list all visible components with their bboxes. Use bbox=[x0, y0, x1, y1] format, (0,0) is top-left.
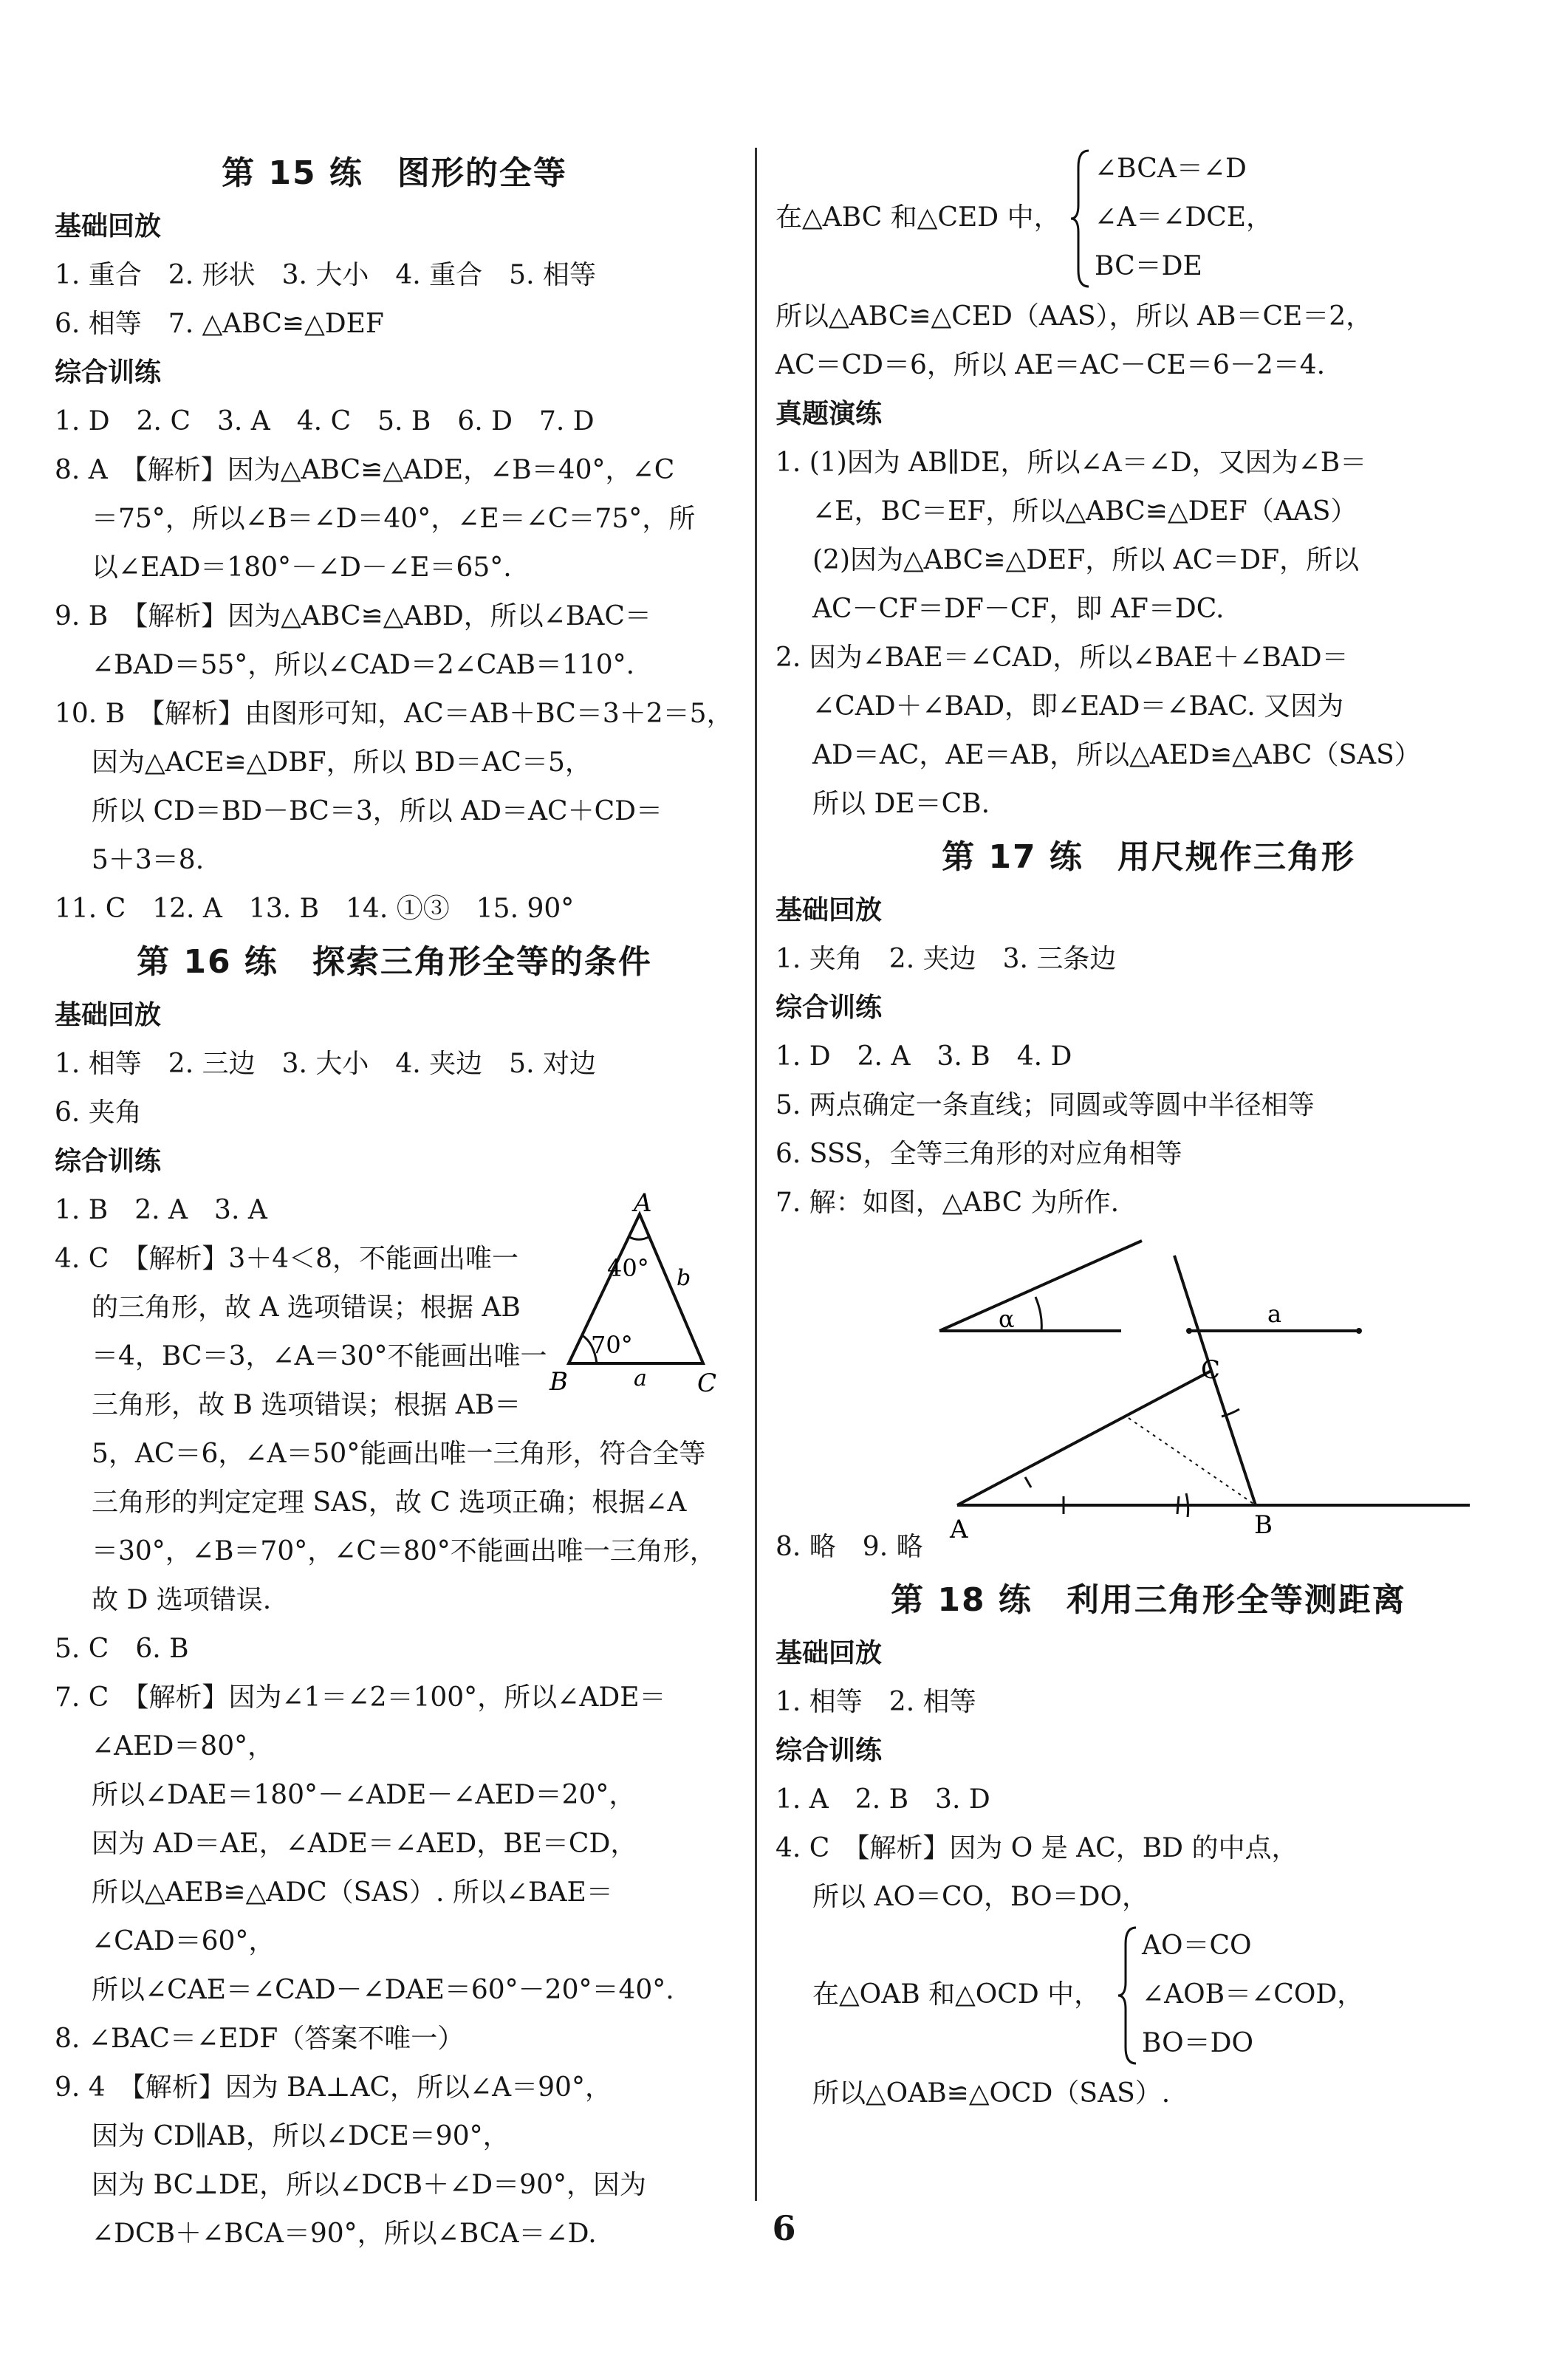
system-lead: 在△OAB 和△OCD 中， bbox=[812, 1979, 1101, 2010]
answer-line: AD＝AC，AE＝AB，所以△AED≌△ABC（SAS） bbox=[812, 740, 1421, 770]
answer-line: 以∠EAD＝180°－∠D－∠E＝65°. bbox=[92, 552, 512, 583]
answer-line: 所以 CD＝BD－BC＝3，所以 AD＝AC＋CD＝ bbox=[92, 796, 663, 826]
answer-line: 2. 因为∠BAE＝∠CAD，所以∠BAE＋∠BAD＝ bbox=[776, 643, 1349, 673]
system-item: ∠A＝∠DCE， bbox=[1095, 202, 1273, 233]
answer-line: ∠E，BC＝EF，所以△ABC≌△DEF（AAS） bbox=[812, 496, 1358, 527]
label-alpha: α bbox=[999, 1305, 1015, 1333]
comprehensive-heading: 综合训练 bbox=[55, 357, 162, 388]
answer-line: 1. (1)因为 AB∥DE，所以∠A＝∠D，又因为∠B＝ bbox=[776, 448, 1367, 478]
basic-review-heading: 基础回放 bbox=[776, 1638, 883, 1668]
equation-system bbox=[776, 145, 1521, 292]
label-angle-a: 40° bbox=[607, 1254, 649, 1282]
system-item: AO＝CO bbox=[1142, 1931, 1252, 1961]
brace-icon bbox=[1069, 145, 1092, 292]
label-vertex-c: C bbox=[1201, 1355, 1221, 1385]
segment-a-end bbox=[1186, 1328, 1192, 1334]
section-title-15: 第 15 练 图形的全等 bbox=[222, 154, 567, 192]
column-divider bbox=[755, 148, 757, 2201]
answer-line: (2)因为△ABC≌△DEF，所以 AC＝DF，所以 bbox=[812, 545, 1360, 575]
answer-line: ∠DCB＋∠BCA＝90°，所以∠BCA＝∠D. bbox=[92, 2219, 597, 2249]
answer-line: 7. C 【解析】因为∠1＝∠2＝100°，所以∠ADE＝ bbox=[55, 1682, 666, 1713]
angle-arc-alpha bbox=[1035, 1297, 1041, 1331]
construction-figure bbox=[776, 1227, 1521, 1544]
basic-review-heading: 基础回放 bbox=[776, 895, 883, 925]
comprehensive-heading: 综合训练 bbox=[776, 993, 883, 1023]
dotted-line bbox=[1129, 1418, 1256, 1505]
answer-line: 故 D 选项错误. bbox=[92, 1585, 272, 1615]
answer-line: 所以 AO＝CO，BO＝DO， bbox=[812, 1882, 1149, 1912]
label-vertex-a: A bbox=[634, 1188, 652, 1218]
side-cb bbox=[1211, 1371, 1256, 1505]
section-title-17: 第 17 练 用尺规作三角形 bbox=[942, 838, 1355, 876]
answer-line: 4. C 【解析】3＋4＜8，不能画出唯一 bbox=[55, 1244, 519, 1274]
answer-line: ＝4，BC＝3，∠A＝30°不能画出唯一 bbox=[92, 1341, 547, 1371]
label-angle-b: 70° bbox=[591, 1331, 633, 1359]
basic-review-heading: 基础回放 bbox=[55, 211, 162, 242]
answer-line: 因为 CD∥AB，所以∠DCE＝90°， bbox=[92, 2121, 510, 2151]
answer-line: 三角形，故 B 选项错误；根据 AB＝ bbox=[92, 1390, 521, 1420]
label-side-a: a bbox=[634, 1366, 647, 1391]
answer-line: 9. B 【解析】因为△ABC≌△ABD，所以∠BAC＝ bbox=[55, 601, 651, 631]
system-items bbox=[1142, 1922, 1363, 2068]
comprehensive-heading: 综合训练 bbox=[55, 1146, 162, 1177]
brace-icon bbox=[1117, 1922, 1139, 2069]
side-ac bbox=[957, 1371, 1211, 1505]
answer-line: 11. C 12. A 13. B 14. ①③ 15. 90° bbox=[55, 894, 575, 924]
answer-line: 1. A 2. B 3. D bbox=[776, 1784, 990, 1815]
answer-line: 三角形的判定定理 SAS，故 C 选项正确；根据∠A bbox=[92, 1487, 687, 1518]
label-vertex-c: C bbox=[697, 1369, 717, 1398]
answer-line: 因为△ACE≌△DBF，所以 BD＝AC＝5， bbox=[92, 747, 592, 778]
right-column bbox=[776, 145, 1521, 2118]
answer-line: 因为 AD＝AE，∠ADE＝∠AED，BE＝CD， bbox=[92, 1829, 637, 1859]
answer-line: 9. 4 【解析】因为 BA⊥AC，所以∠A＝90°， bbox=[55, 2072, 612, 2103]
answer-line: 6. SSS，全等三角形的对应角相等 bbox=[776, 1139, 1182, 1169]
label-side-b: b bbox=[677, 1265, 691, 1291]
answer-line: 5，AC＝6，∠A＝50°能画出唯一三角形，符合全等 bbox=[92, 1439, 706, 1469]
answer-line: 1. 重合 2. 形状 3. 大小 4. 重合 5. 相等 bbox=[55, 260, 596, 290]
answer-line: 5. C 6. B bbox=[55, 1634, 189, 1664]
answer-line: ∠BAD＝55°，所以∠CAD＝2∠CAB＝110°. bbox=[92, 650, 635, 680]
answer-line: 5＋3＝8. bbox=[92, 845, 205, 875]
label-vertex-b: B bbox=[550, 1367, 568, 1397]
extension-line bbox=[1174, 1256, 1211, 1371]
label-vertex-b: B bbox=[1254, 1510, 1273, 1540]
section-title-18: 第 18 练 利用三角形全等测距离 bbox=[891, 1581, 1406, 1619]
equation-system bbox=[776, 1922, 1521, 2069]
angle-arc-a bbox=[629, 1236, 650, 1239]
triangle-figure bbox=[539, 1188, 731, 1418]
tick-mark bbox=[1025, 1477, 1031, 1487]
answer-line: 所以∠CAE＝∠CAD－∠DAE＝60°－20°＝40°. bbox=[92, 1975, 674, 2005]
system-items bbox=[1095, 145, 1273, 291]
system-item: ∠AOB＝∠COD， bbox=[1142, 1979, 1364, 2010]
answer-line: 6. 相等 7. △ABC≌△DEF bbox=[55, 309, 384, 339]
answer-line: ∠CAD＝60°， bbox=[92, 1926, 275, 1956]
answer-line: 1. 相等 2. 三边 3. 大小 4. 夹边 5. 对边 bbox=[55, 1049, 596, 1079]
answer-line: ∠CAD＋∠BAD，即∠EAD＝∠BAC. 又因为 bbox=[812, 691, 1344, 722]
answer-line: 1. D 2. A 3. B 4. D bbox=[776, 1041, 1072, 1072]
answer-line: AC＝CD＝6，所以 AE＝AC－CE＝6－2＝4. bbox=[776, 350, 1326, 380]
answer-line: 6. 夹角 bbox=[55, 1097, 142, 1128]
system-item: BC＝DE bbox=[1095, 251, 1202, 281]
system-item: BO＝DO bbox=[1142, 2028, 1254, 2058]
page-number: 6 bbox=[772, 2208, 796, 2248]
answer-line: 8. 略 9. 略 bbox=[776, 1532, 923, 1562]
answer-line: 4. C 【解析】因为 O 是 AC，BD 的中点， bbox=[776, 1833, 1298, 1863]
label-vertex-a: A bbox=[950, 1515, 968, 1544]
answer-line: 1. 相等 2. 相等 bbox=[776, 1687, 976, 1717]
section-title-16: 第 16 练 探索三角形全等的条件 bbox=[137, 943, 652, 981]
answer-line: 因为 BC⊥DE，所以∠DCB＋∠D＝90°，因为 bbox=[92, 2170, 646, 2200]
answer-line: 所以△AEB≌△ADC（SAS）. 所以∠BAE＝ bbox=[92, 1877, 613, 1908]
answer-line: 所以△ABC≌△CED（AAS），所以 AB＝CE＝2， bbox=[776, 301, 1373, 332]
system-item: ∠BCA＝∠D bbox=[1095, 154, 1247, 184]
answer-line: ＝30°，∠B＝70°，∠C＝80°不能画出唯一三角形， bbox=[92, 1536, 716, 1566]
answer-line: 所以 DE＝CB. bbox=[812, 789, 990, 819]
answer-line: 8. A 【解析】因为△ABC≌△ADE，∠B＝40°，∠C bbox=[55, 455, 675, 485]
answer-line: 所以∠DAE＝180°－∠ADE－∠AED＝20°， bbox=[92, 1780, 636, 1810]
segment-a-end bbox=[1356, 1328, 1362, 1334]
answer-line: 1. B 2. A 3. A bbox=[55, 1195, 267, 1225]
answer-line: 5. 两点确定一条直线；同圆或等圆中半径相等 bbox=[776, 1090, 1315, 1120]
answer-line: ＝75°，所以∠B＝∠D＝40°，∠E＝∠C＝75°，所 bbox=[92, 504, 696, 534]
system-lead: 在△ABC 和△CED 中， bbox=[776, 202, 1061, 233]
answer-line: 10. B 【解析】由图形可知，AC＝AB＋BC＝3＋2＝5， bbox=[55, 699, 733, 729]
answer-line: 8. ∠BAC＝∠EDF（答案不唯一） bbox=[55, 2024, 465, 2054]
answer-line: 的三角形，故 A 选项错误；根据 AB bbox=[92, 1292, 521, 1323]
label-a: a bbox=[1267, 1300, 1282, 1328]
basic-review-heading: 基础回放 bbox=[55, 1000, 162, 1030]
answer-line: 所以△OAB≌△OCD（SAS）. bbox=[812, 2078, 1171, 2109]
answer-line: 1. 夹角 2. 夹边 3. 三条边 bbox=[776, 944, 1117, 974]
answer-line: 7. 解：如图，△ABC 为所作. bbox=[776, 1188, 1120, 1218]
answer-line: 1. D 2. C 3. A 4. C 5. B 6. D 7. D bbox=[55, 406, 595, 436]
tick-mark bbox=[1177, 1496, 1179, 1514]
answer-line: AC－CF＝DF－CF，即 AF＝DC. bbox=[812, 594, 1225, 624]
real-exam-heading: 真题演练 bbox=[776, 399, 883, 429]
answer-line: ∠AED＝80°， bbox=[92, 1731, 275, 1761]
comprehensive-heading: 综合训练 bbox=[776, 1736, 883, 1766]
